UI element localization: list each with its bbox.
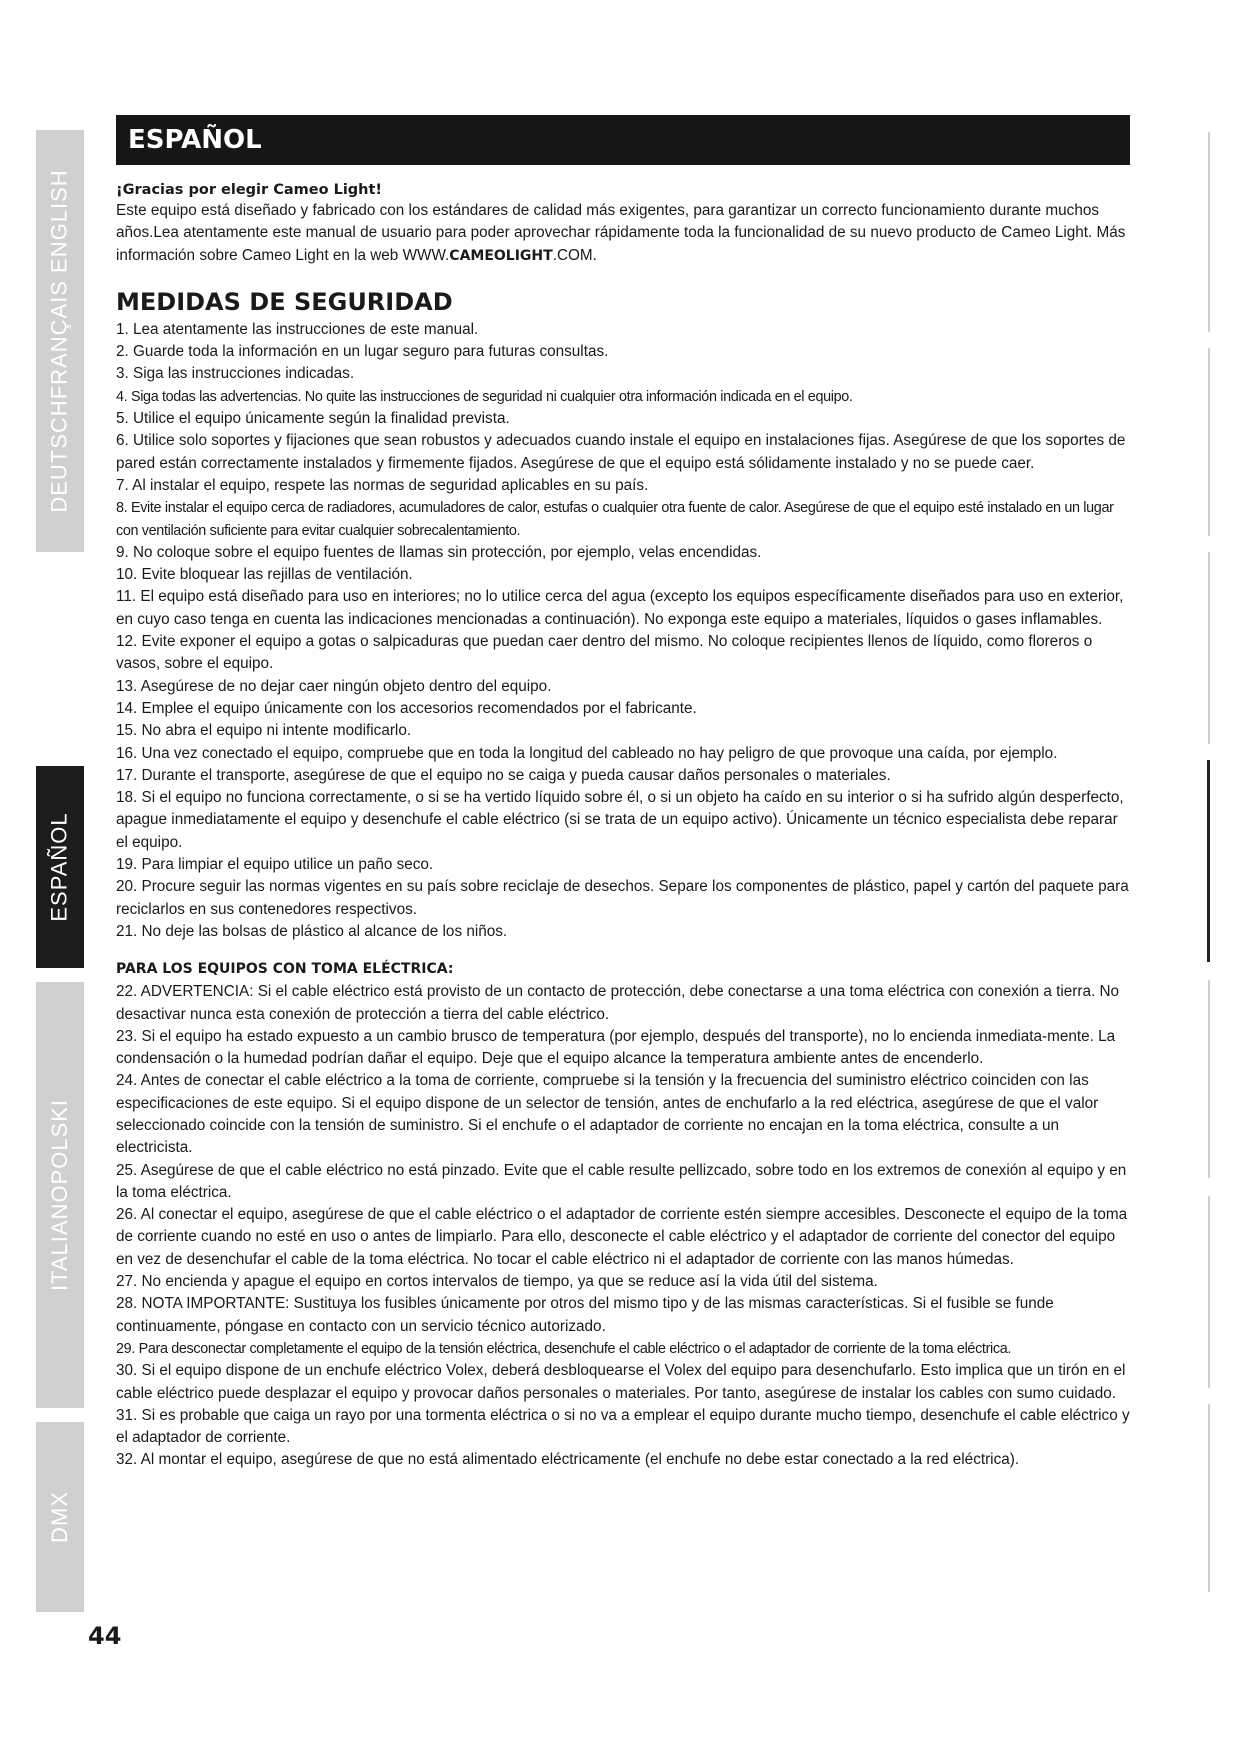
tab-deutsch-francais-english[interactable] xyxy=(36,130,84,552)
safety-item: 9. No coloque sobre el equipo fuentes de llamas sin protección, por ejemplo, velas encendidas. xyxy=(116,543,762,561)
right-edge-line xyxy=(1208,1404,1210,1592)
safety-heading: MEDIDAS DE SEGURIDAD xyxy=(116,287,453,316)
right-edge-line xyxy=(1208,980,1210,1178)
tab-label: DMX xyxy=(47,1491,73,1543)
safety-item: 20. Procure seguir las normas vigentes en su país sobre reciclaje de desechos. Separe los componentes de plástico, papel y cartón del paquete para reciclarlos en sus contenedores respectivos. xyxy=(116,878,1129,918)
tab-label: ESPAÑOL xyxy=(47,812,72,922)
section-header-title: ESPAÑOL xyxy=(128,125,262,155)
tab-italiano-polski[interactable] xyxy=(36,982,84,1408)
safety-item: 4. Siga todas las advertencias. No quite las instrucciones de seguridad ni cualquier otra información indicada en el equipo. xyxy=(116,388,853,405)
safety-item: 19. Para limpiar el equipo utilice un paño seco. xyxy=(116,856,434,874)
tab-espanol[interactable] xyxy=(36,766,84,968)
intro-text: Este equipo está diseñado y fabricado con los estándares de calidad más exigentes, para garantizar un correcto funcionamiento durante muchos años.Lea atentamente este manual de usuario para poder aprovechar rápidamente toda la funcionalidad de su nuevo producto de Cameo Light. Más información sobre Cameo Light en la web xyxy=(116,202,1126,264)
safety-item: 15. No abra el equipo ni intente modificarlo. xyxy=(116,722,412,740)
section-header-bar xyxy=(116,115,1130,165)
electrical-item: 26. Al conectar el equipo, asegúrese de que el cable eléctrico o el adaptador de corriente estén siempre accesibles. Desconecte el equipo de la toma de corriente cuando no esté en uso o antes de limpiarlo. Para ello, desconecte el cable eléctrico y el adaptador de corriente del conector del equipo en vez de desenchufar el cable de la toma eléctrica. No tocar el cable eléctrico ni el adaptador de corriente con las manos húmedas. xyxy=(116,1206,1128,1268)
electrical-item: 28. NOTA IMPORTANTE: Sustituya los fusibles únicamente por otros del mismo tipo y de las mismas características. Si el fusible se funde continuamente, póngase en contacto con un servicio técnico autorizado. xyxy=(116,1295,1054,1335)
electrical-list xyxy=(116,981,1132,1472)
page-number: 44 xyxy=(88,1622,122,1650)
website-link[interactable]: WWW.CAMEOLIGHT.COM. xyxy=(402,246,597,264)
right-edge-line xyxy=(1208,552,1210,744)
electrical-item: 24. Antes de conectar el cable eléctrico a la toma de corriente, compruebe si la tensión y la frecuencia del suministro eléctrico coinciden con las especificaciones de este equipo. Si el equipo dispone de un selector de tensión, antes de enchufarlo a la red eléctrica, asegúrese de que el valor seleccionado coincide con la tensión de suministro. Si el enchufe o el adaptador de corriente no encajan en la toma eléctrica, consulte a un electricista. xyxy=(116,1072,1099,1157)
safety-item: 8. Evite instalar el equipo cerca de radiadores, acumuladores de calor, estufas o cualquier otra fuente de calor. Asegúrese de que el equipo esté instalado en un lugar con ventilación suficiente para evitar cualquier sobrecalentamiento. xyxy=(116,500,1114,539)
safety-item: 13. Asegúrese de no dejar caer ningún objeto dentro del equipo. xyxy=(116,677,552,695)
safety-item: 5. Utilice el equipo únicamente según la finalidad prevista. xyxy=(116,410,510,428)
electrical-item: 25. Asegúrese de que el cable eléctrico no está pinzado. Evite que el cable resulte pellizcado, sobre todo en los extremos de conexión al equipo y en la toma eléctrica. xyxy=(116,1161,1127,1201)
electrical-item: 29. Para desconectar completamente el equipo de la tensión eléctrica, desenchufe el cable eléctrico o el adaptador de corriente de la toma eléctrica. xyxy=(116,1340,1012,1357)
safety-item: 18. Si el equipo no funciona correctamente, o si se ha vertido líquido sobre él, o si un objeto ha caído en su interior o si ha sufrido algún desperfecto, apague inmediatamente el equipo y desenchufe el cable eléctrico (si se trata de un equipo activo). Únicamente un técnico especialista debe reparar el equipo. xyxy=(116,789,1124,851)
electrical-item: 27. No encienda y apague el equipo en cortos intervalos de tiempo, ya que se reduce así la vida útil del sistema. xyxy=(116,1273,878,1291)
safety-item: 2. Guarde toda la información en un lugar seguro para futuras consultas. xyxy=(116,343,609,361)
safety-item: 10. Evite bloquear las rejillas de ventilación. xyxy=(116,566,413,584)
electrical-heading: PARA LOS EQUIPOS CON TOMA ELÉCTRICA: xyxy=(116,961,454,978)
safety-item: 11. El equipo está diseñado para uso en interiores; no lo utilice cerca del agua (excepto los equipos específicamente diseñados para uso en exterior, en cuyo caso tenga en cuenta las indicaciones mencionadas a continuación). No exponga este equipo a materiales, líquidos o gases inflamables. xyxy=(116,588,1124,628)
right-edge-line xyxy=(1208,132,1210,332)
safety-item: 1. Lea atentamente las instrucciones de este manual. xyxy=(116,320,479,338)
electrical-item: 23. Si el equipo ha estado expuesto a un cambio brusco de temperatura (por ejemplo, después del transporte), no lo encienda inmediata-mente. La condensación o la humedad podrían dañar el equipo. Deje que el equipo alcance la temperatura ambiente antes de encenderlo. xyxy=(116,1027,1116,1068)
main-content xyxy=(116,180,1132,1472)
tab-label: DEUTSCHFRANÇAIS ENGLISH xyxy=(47,169,72,513)
language-sidebar xyxy=(36,130,84,1612)
safety-item: 6. Utilice solo soportes y fijaciones que sean robustos y adecuados cuando instale el equipo en instalaciones fijas. Asegúrese de que los soportes de pared están correctamente instalados y firmemente fijados. Asegúrese de que el equipo está sólidamente instalado y no se puede caer. xyxy=(116,432,1126,472)
right-edge-line xyxy=(1208,1196,1210,1388)
safety-item: 3. Siga las instrucciones indicadas. xyxy=(116,365,355,383)
safety-item: 16. Una vez conectado el equipo, compruebe que en toda la longitud del cableado no hay peligro de que provoque una caída, por ejemplo. xyxy=(116,744,1058,762)
safety-item: 12. Evite exponer el equipo a gotas o salpicaduras que puedan caer dentro del mismo. No coloque recipientes llenos de líquido, como floreros o vasos, sobre el equipo. xyxy=(116,633,1093,673)
electrical-item: 32. Al montar el equipo, asegúrese de que no está alimentado eléctricamente (el enchufe no debe estar conectado a la red eléctrica). xyxy=(116,1451,1020,1469)
safety-item: 14. Emplee el equipo únicamente con los accesorios recomendados por el fabricante. xyxy=(116,699,697,717)
safety-item: 17. Durante el transporte, asegúrese de que el equipo no se caiga y pueda causar daños personales o materiales. xyxy=(116,766,891,784)
right-edge-line-active xyxy=(1207,760,1210,962)
intro-title: ¡Gracias por elegir Cameo Light! xyxy=(116,182,383,198)
safety-item: 21. No deje las bolsas de plástico al alcance de los niños. xyxy=(116,922,508,940)
safety-list xyxy=(116,319,1132,943)
electrical-item: 30. Si el equipo dispone de un enchufe eléctrico Volex, deberá desbloquearse el Volex del equipo para desenchufarlo. Esto implica que un tirón en el cable eléctrico puede desplazar el equipo y provocar daños personales o materiales. Por tanto, asegúrese de instalar los cables con sumo cuidado. xyxy=(116,1362,1126,1402)
electrical-item: 31. Si es probable que caiga un rayo por una tormenta eléctrica o si no va a emplear el equipo durante mucho tiempo, desenchufe el cable eléctrico y el adaptador de corriente. xyxy=(116,1406,1130,1447)
right-edge-line xyxy=(1208,348,1210,536)
intro-paragraph xyxy=(116,200,1132,267)
safety-item: 7. Al instalar el equipo, respete las normas de seguridad aplicables en su país. xyxy=(116,476,649,494)
electrical-item: 22. ADVERTENCIA: Si el cable eléctrico está provisto de un contacto de protección, debe conectarse a una toma eléctrica con conexión a tierra. No desactivar nunca esta conexión de protección a tierra del cable eléctrico. xyxy=(116,983,1120,1023)
tab-label: ITALIANOPOLSKI xyxy=(47,1098,73,1292)
tab-dmx[interactable] xyxy=(36,1422,84,1612)
